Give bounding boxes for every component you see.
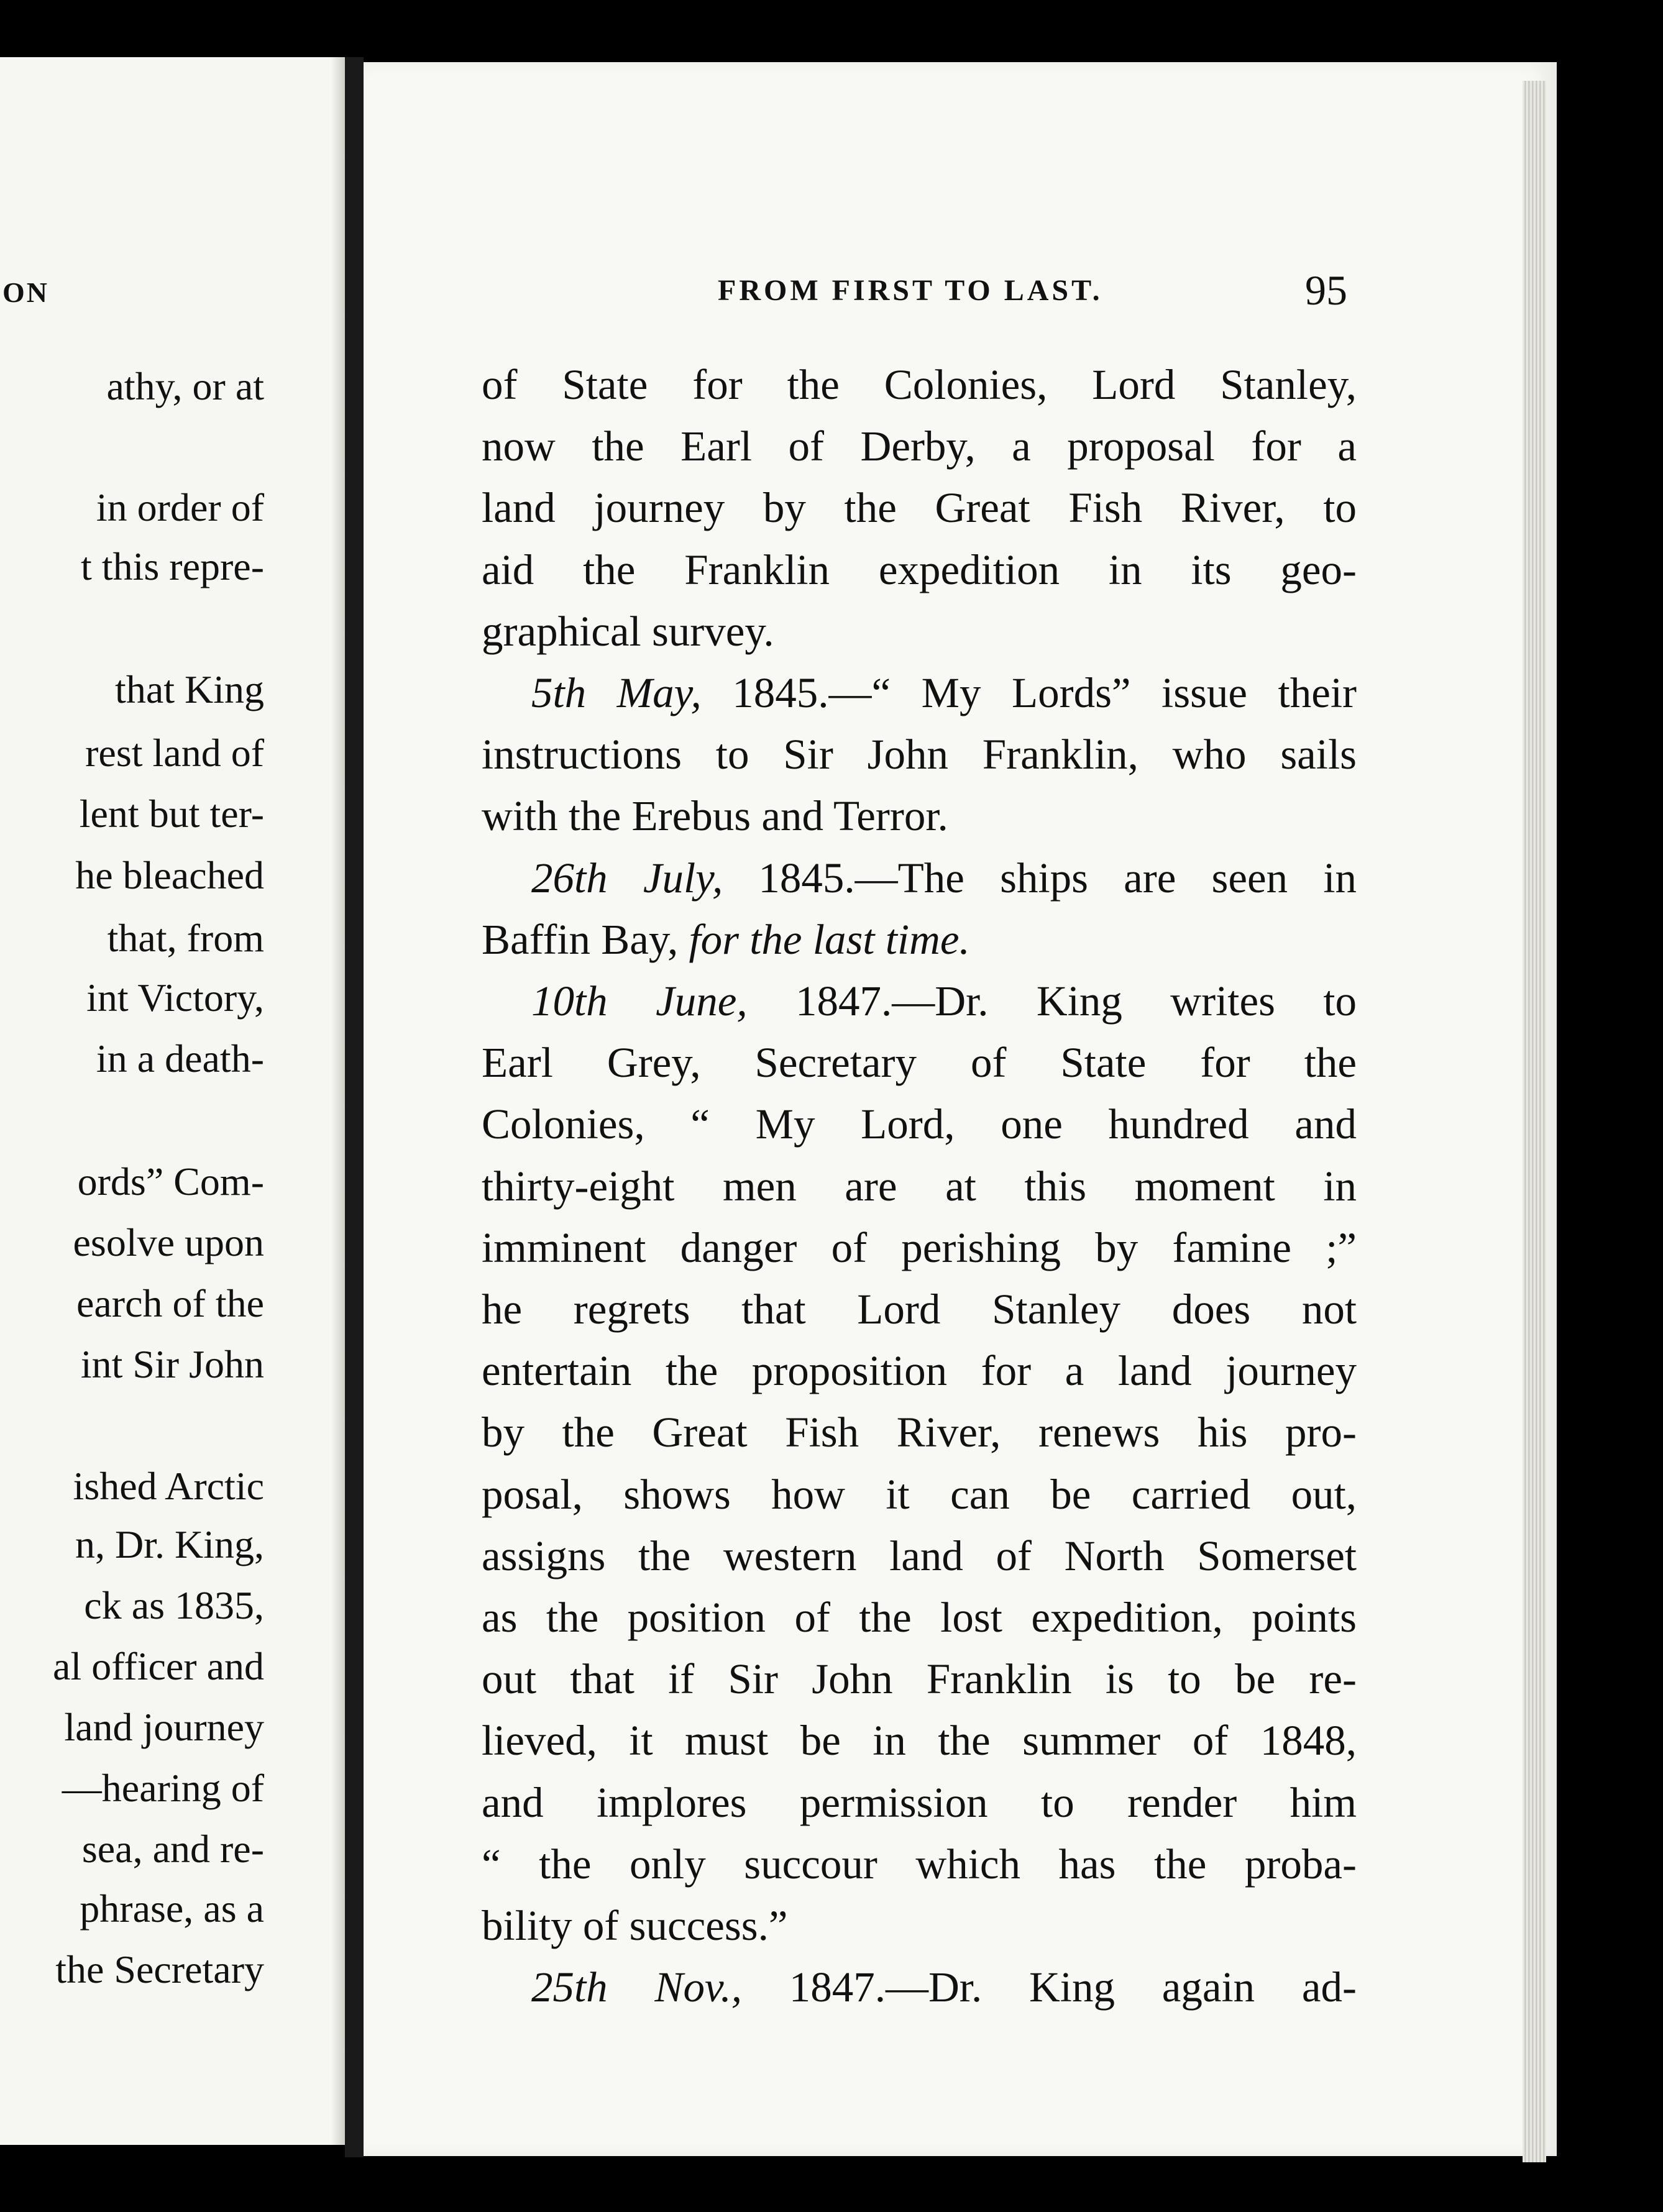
left-page — [0, 57, 345, 2145]
text-line: he regrets that Lord Stanley does not — [482, 1286, 1357, 1333]
book-gutter — [345, 57, 364, 2157]
line-text: Baffin Bay, — [482, 916, 689, 963]
text-line: now the Earl of Derby, a proposal for a — [482, 423, 1357, 470]
text-line: Colonies, “ My Lord, one hundred and — [482, 1100, 1357, 1148]
left-text-line: ck as 1835, — [84, 1583, 264, 1627]
left-text-line: ished Arctic — [73, 1464, 264, 1508]
left-text-line: al officer and — [53, 1644, 264, 1688]
left-text-line: athy, or at — [106, 364, 264, 408]
entry-text: 1845.—“ My Lords” issue their — [701, 669, 1357, 716]
left-text-line: ords” Com- — [77, 1159, 264, 1204]
text-line: by the Great Fish River, renews his pro- — [482, 1409, 1357, 1456]
left-text-line: land journey — [64, 1705, 264, 1749]
text-line: and implores permission to render him — [482, 1779, 1357, 1826]
entry-date: 25th Nov., — [531, 1963, 742, 2011]
text-line: of State for the Colonies, Lord Stanley, — [482, 361, 1357, 408]
left-text-line: t this repre- — [81, 544, 264, 588]
text-line: instructions to Sir John Franklin, who sails — [482, 731, 1357, 778]
text-line: land journey by the Great Fish River, to — [482, 484, 1357, 531]
left-text-line: —hearing of — [62, 1766, 264, 1810]
left-text-line: he bleached — [75, 853, 264, 897]
text-line: with the Erebus and Terror. — [482, 792, 948, 839]
left-text-line: n, Dr. King, — [75, 1522, 264, 1566]
left-text-line: that King — [115, 667, 264, 711]
left-text-line: sea, and re- — [81, 1827, 264, 1871]
left-text-line: in a death- — [96, 1036, 264, 1081]
text-line — [531, 669, 1357, 716]
text-line: entertain the proposition for a land journey — [482, 1347, 1357, 1394]
left-text-line: int Sir John — [80, 1342, 264, 1386]
text-line: aid the Franklin expedition in its geo- — [482, 546, 1357, 593]
text-line: graphical survey. — [482, 608, 774, 655]
text-line: Earl Grey, Secretary of State for the — [482, 1039, 1357, 1086]
left-running-head: ON — [2, 276, 49, 308]
left-text-line: the Secretary — [55, 1947, 264, 1991]
text-line — [531, 854, 1357, 902]
left-text-line: phrase, as a — [80, 1886, 264, 1931]
italic-emphasis: for the last time. — [689, 916, 970, 963]
left-text-line: rest land of — [85, 731, 264, 775]
text-line: out that if Sir John Franklin is to be re- — [482, 1655, 1357, 1702]
entry-date: 5th May, — [531, 669, 702, 716]
text-line: as the position of the lost expedition, points — [482, 1594, 1357, 1641]
text-line: thirty-eight men are at this moment in — [482, 1163, 1357, 1210]
left-text-line: lent but ter- — [79, 792, 264, 836]
text-line — [531, 1963, 1357, 2011]
spine-shadow — [331, 57, 345, 2145]
text-line: bility of success.” — [482, 1902, 788, 1949]
entry-text: 1847.—Dr. King writes to — [747, 977, 1357, 1025]
left-text-line: in order of — [96, 485, 264, 529]
left-text-line: esolve upon — [73, 1220, 264, 1264]
entry-date: 26th July, — [531, 854, 723, 902]
page-edges — [1523, 81, 1546, 2162]
text-line: lieved, it must be in the summer of 1848, — [482, 1717, 1357, 1764]
text-line: “ the only succour which has the proba- — [482, 1840, 1357, 1888]
text-line: assigns the western land of North Somerset — [482, 1532, 1357, 1579]
page-number: 95 — [1305, 267, 1347, 314]
left-text-line: that, from — [107, 916, 264, 960]
entry-text: 1847.—Dr. King again ad- — [741, 1963, 1357, 2011]
text-line — [482, 918, 1357, 961]
left-text-line: int Victory, — [86, 976, 264, 1020]
left-text-line: earch of the — [76, 1281, 264, 1325]
running-head: FROM FIRST TO LAST. — [718, 274, 1103, 307]
text-line — [531, 977, 1357, 1025]
text-line: posal, shows how it can be carried out, — [482, 1471, 1357, 1518]
entry-text: 1845.—The ships are seen in — [723, 854, 1357, 902]
entry-date: 10th June, — [531, 977, 748, 1025]
text-line: imminent danger of perishing by famine ;” — [482, 1224, 1357, 1271]
